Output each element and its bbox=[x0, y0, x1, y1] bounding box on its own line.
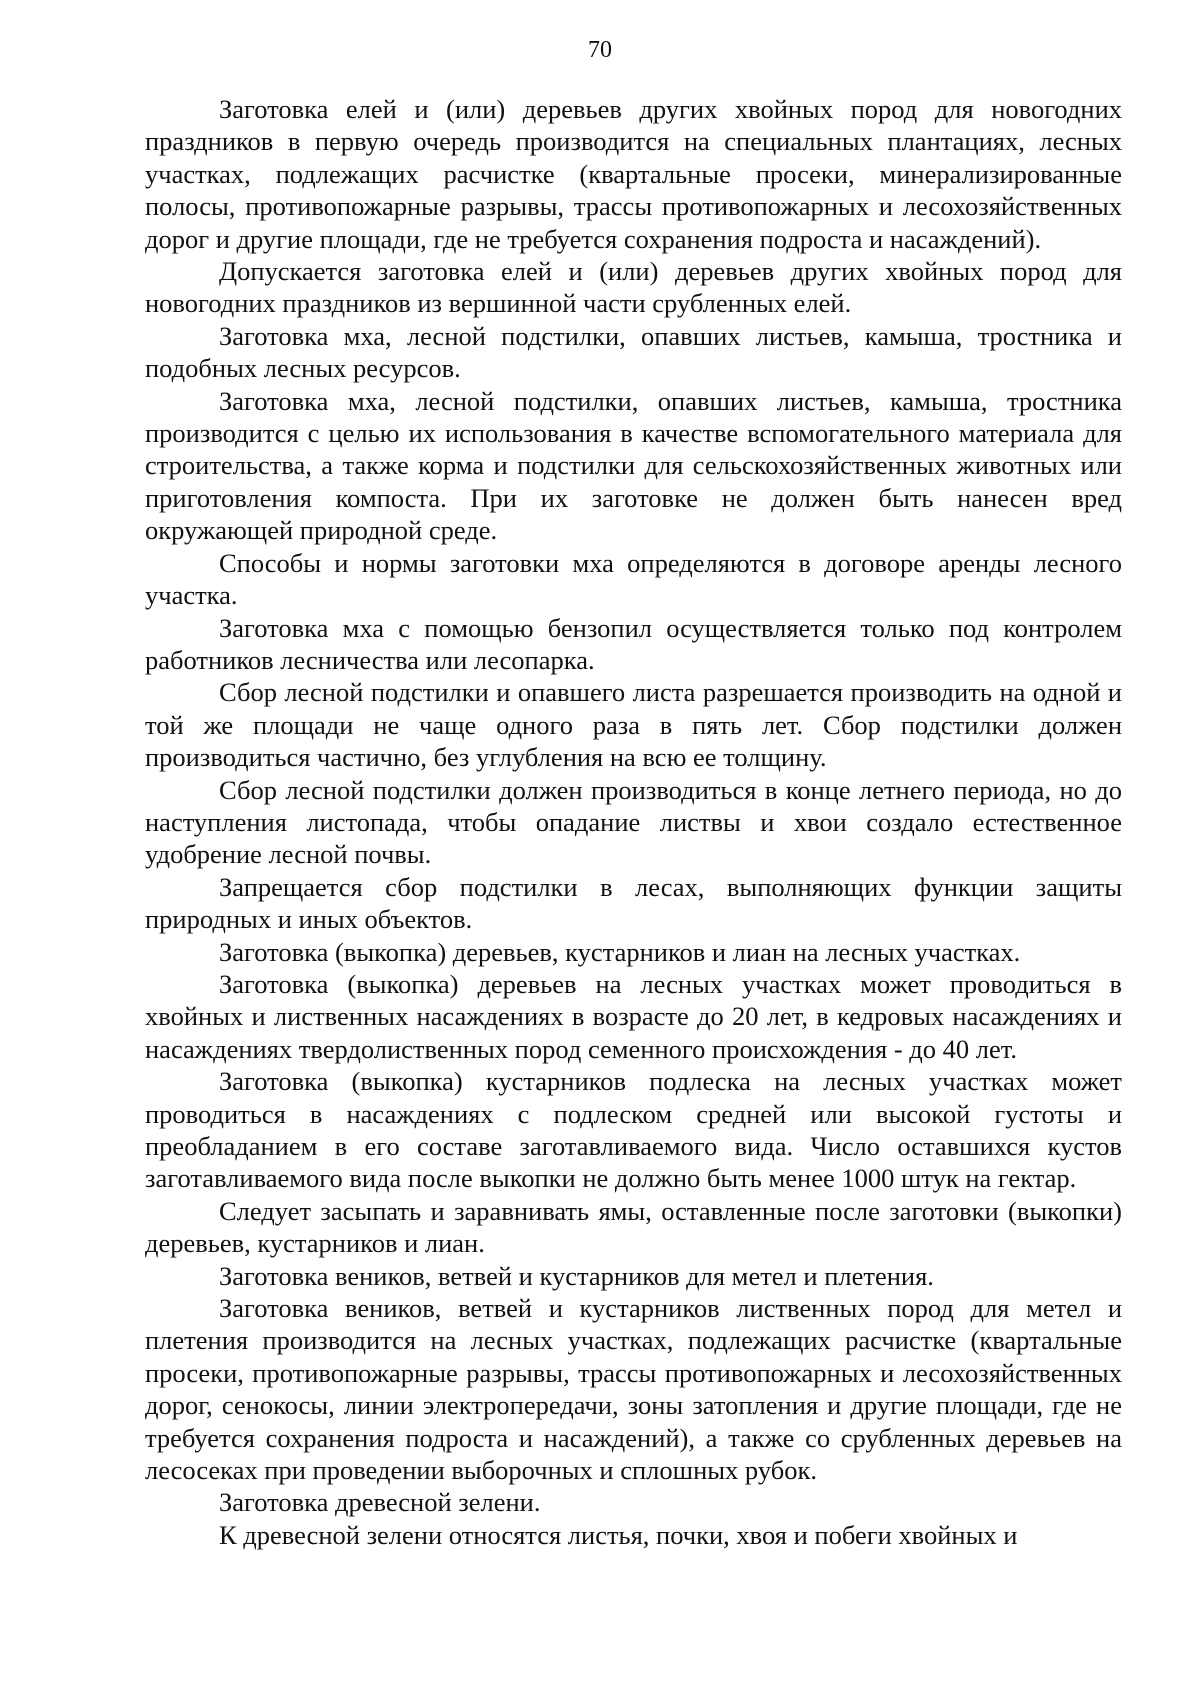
paragraph: Сбор лесной подстилки и опавшего листа разрешается производить на одной и той же площади не чаще одного раза в пять лет. Сбор подстилки должен производиться частично, без углубления на всю ее толщину. bbox=[145, 677, 1122, 773]
document-body bbox=[145, 93, 1122, 1551]
paragraph: Заготовка (выкопка) деревьев, кустарников и лиан на лесных участках. bbox=[219, 936, 1021, 967]
paragraph: Заготовка мха, лесной подстилки, опавших листьев, камыша, тростника и подобных лесных ресурсов. bbox=[145, 320, 1122, 384]
paragraph: Заготовка веников, ветвей и кустарников лиственных пород для метел и плетения производится на лесных участках, подлежащих расчистке (квартальные просеки, противопожарные разрывы, трассы противопожарных и лесохозяйственных дорог, сенокосы, линии электропередачи, зоны затопления и другие площади, где не требуется сохранения подроста и насаждений), а также со срубленных деревьев на лесосеках при проведении выборочных и сплошных рубок. bbox=[145, 1293, 1122, 1486]
paragraph: Заготовка мха, лесной подстилки, опавших листьев, камыша, тростника производится с целью их использования в качестве вспомогательного материала для строительства, а также корма и подстилки для сельскохозяйственных животных или приготовления компоста. При их заготовке не должен быть нанесен вред окружающей природной среде. bbox=[145, 385, 1122, 546]
paragraph: Допускается заготовка елей и (или) деревьев других хвойных пород для новогодних праздников из вершинной части срубленных елей. bbox=[145, 256, 1122, 319]
page-number: 70 bbox=[588, 37, 612, 63]
paragraph: Заготовка древесной зелени. bbox=[219, 1487, 541, 1518]
paragraph: Заготовка елей и (или) деревьев других хвойных пород для новогодних праздников в первую очередь производится на специальных плантациях, лесных участках, подлежащих расчистке (квартальные просеки, минерализированные полосы, противопожарные разрывы, трассы противопожарных и лесохозяйственных дорог и другие площади, где не требуется сохранения подроста и насаждений). bbox=[145, 94, 1122, 254]
paragraph: Запрещается сбор подстилки в лесах, выполняющих функции защиты природных и иных объектов. bbox=[145, 871, 1122, 935]
paragraph: Заготовка (выкопка) кустарников подлеска на лесных участках может проводиться в насаждениях с подлеском средней или высокой густоты и преобладанием в его составе заготавливаемого вида. Число оставшихся кустов заготавливаемого вида после выкопки не должно быть менее 1000 штук на гектар. bbox=[145, 1066, 1122, 1194]
paragraph: Заготовка веников, ветвей и кустарников для метел и плетения. bbox=[219, 1260, 934, 1291]
paragraph: Способы и нормы заготовки мха определяются в договоре аренды лесного участка. bbox=[145, 547, 1122, 611]
paragraph: Заготовка (выкопка) деревьев на лесных участках может проводиться в хвойных и лиственных насаждениях в возрасте до 20 лет, в кедровых насаждениях и насаждениях твердолиственных пород семенного происхождения - до 40 лет. bbox=[145, 968, 1122, 1064]
paragraph: К древесной зелени относятся листья, почки, хвоя и побеги хвойных и bbox=[219, 1519, 1018, 1550]
paragraph: Следует засыпать и заравнивать ямы, оставленные после заготовки (выкопки) деревьев, кустарников и лиан. bbox=[145, 1195, 1122, 1259]
paragraph: Сбор лесной подстилки должен производиться в конце летнего периода, но до наступления листопада, чтобы опадание листвы и хвои создало естественное удобрение лесной почвы. bbox=[145, 774, 1122, 870]
paragraph: Заготовка мха с помощью бензопил осуществляется только под контролем работников лесничества или лесопарка. bbox=[145, 612, 1122, 675]
